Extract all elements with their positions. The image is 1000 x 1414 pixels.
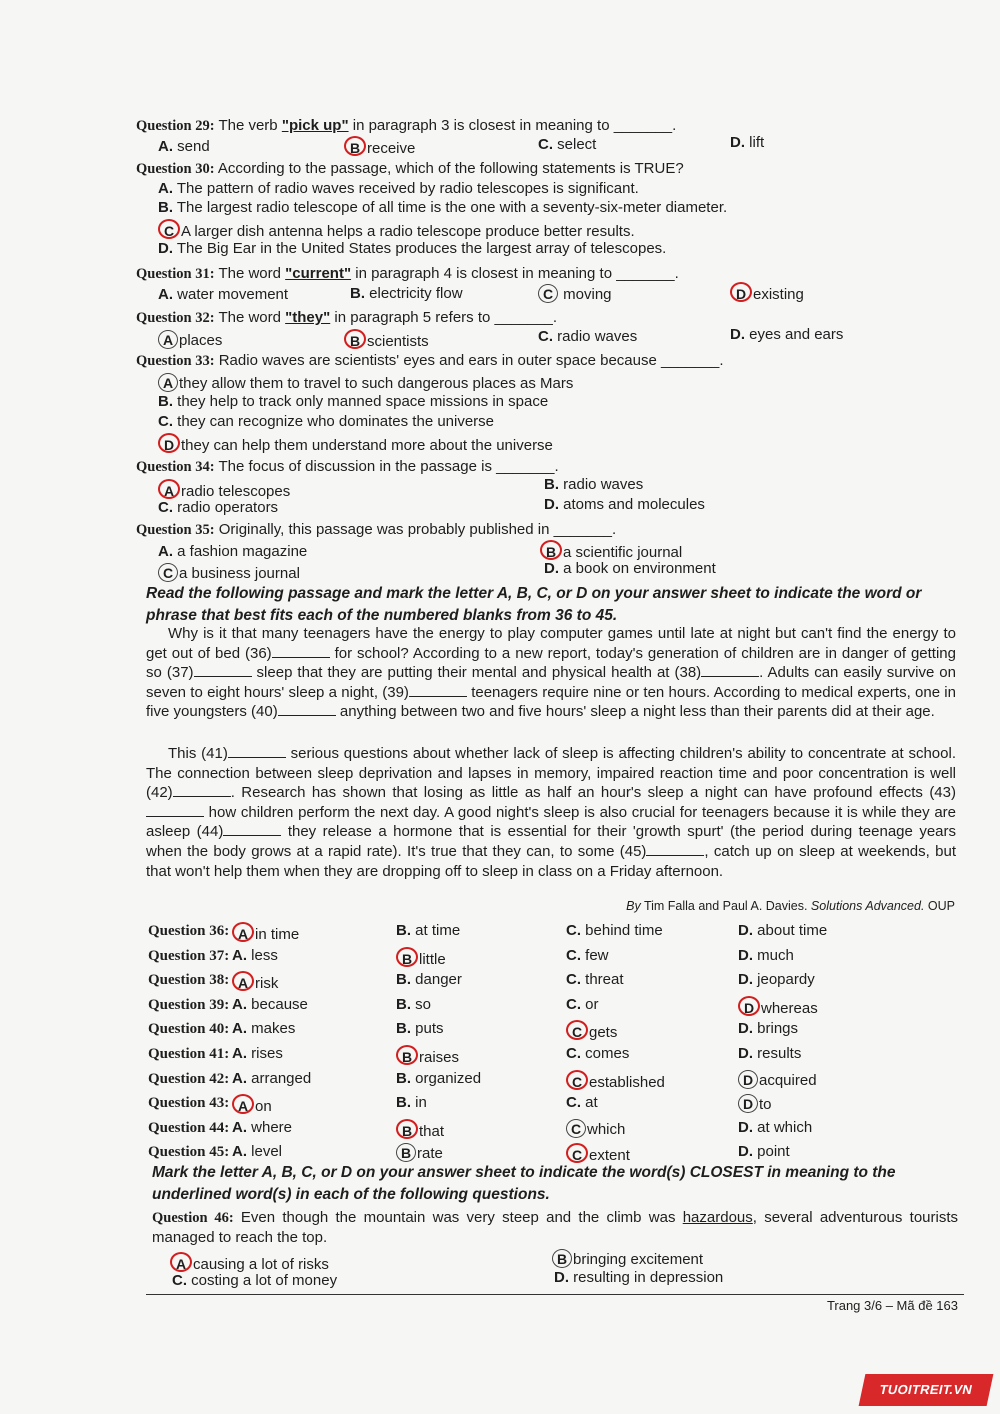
blank-line <box>223 823 281 836</box>
option-38-b[interactable] <box>396 971 462 988</box>
option-text: The pattern of radio waves received by radio telescopes is significant. <box>173 180 639 197</box>
option-text: where <box>247 1118 293 1136</box>
passage-text: sleep that they are putting their mental and physical health at (38) <box>251 664 702 682</box>
option-letter: D. <box>738 922 753 939</box>
question-q46 <box>152 1208 958 1248</box>
answer-mark-circle: D <box>730 282 752 302</box>
option-36-a[interactable] <box>232 922 299 943</box>
question-label: Question 41: <box>148 1046 230 1062</box>
option-39-c[interactable] <box>566 996 599 1013</box>
option-text: organized <box>411 1069 482 1087</box>
option-text: rises <box>247 1045 283 1062</box>
passage-text: serious questions about whether lack of sleep is affecting children's ability to concentrate at school. The connection between sleep deprivation and lapses in memory, impaired reaction time and poor concentration is well (42) <box>146 745 956 802</box>
option-letter: A. <box>232 1069 247 1087</box>
option-text: A larger dish antenna helps a radio telescope produce better results. <box>181 223 635 240</box>
option-34-b[interactable] <box>544 476 643 493</box>
underlined-word: "pick up" <box>281 117 349 134</box>
question-text: Even though the mountain was very steep and the climb was <box>240 1209 683 1226</box>
passage-p2 <box>146 744 956 881</box>
answer-mark-circle: D <box>738 996 760 1016</box>
option-text: causing a lot of risks <box>193 1256 329 1273</box>
question-label: Question 30: <box>136 161 215 177</box>
option-letter: C. <box>566 946 581 964</box>
question-label: Question 34: <box>136 459 215 475</box>
option-letter: D. <box>738 1045 753 1062</box>
option-46-d[interactable] <box>554 1269 723 1286</box>
option-31-c[interactable] <box>538 284 612 303</box>
option-text: less <box>247 946 278 964</box>
option-37-d[interactable] <box>738 947 794 964</box>
option-31-b[interactable] <box>350 285 463 302</box>
option-text: acquired <box>759 1071 817 1089</box>
option-text: brings <box>753 1020 799 1038</box>
option-letter: C. <box>172 1272 187 1289</box>
option-39-b[interactable] <box>396 996 431 1013</box>
question-label: Question 33: <box>136 353 215 369</box>
pen-mark-circle: C <box>158 563 178 582</box>
option-44-d[interactable] <box>738 1119 812 1136</box>
option-letter: C. <box>158 413 173 430</box>
option-text: danger <box>411 971 462 989</box>
option-text: resulting in depression <box>569 1269 724 1286</box>
question-q31 <box>136 265 956 283</box>
option-letter: D. <box>738 946 753 964</box>
question-label: Question 29: <box>136 118 215 134</box>
option-43-c[interactable] <box>566 1094 598 1111</box>
option-44-c[interactable] <box>566 1119 625 1138</box>
option-letter: A. <box>158 286 173 303</box>
option-35-b[interactable] <box>540 540 682 561</box>
option-text: rate <box>417 1145 443 1163</box>
option-letter: C. <box>566 971 581 989</box>
question-text: , several adventurous tourists managed to reach the top. <box>152 1209 959 1246</box>
passage-text: . Research has shown that losing as little as half an hour's sleep a night can have profound effects (43) <box>230 784 956 802</box>
option-letter: D. <box>730 134 745 151</box>
question-text: According to the passage, which of the following statements is TRUE? <box>217 160 684 177</box>
option-35-d[interactable] <box>544 560 716 577</box>
option-text: makes <box>247 1020 296 1038</box>
blank-line <box>173 784 231 797</box>
option-34-c[interactable] <box>158 499 278 516</box>
option-31-d[interactable] <box>730 282 804 303</box>
passage-text: . Adults can easily survive on seven to eight hours' sleep a night, (39) <box>146 664 956 701</box>
option-text: because <box>247 995 308 1013</box>
option-letter: D. <box>554 1269 569 1286</box>
option-37-a[interactable] <box>232 947 278 964</box>
option-letter: A. <box>232 995 247 1013</box>
answer-mark-circle: A <box>158 479 180 499</box>
option-letter: D. <box>738 1020 753 1038</box>
pen-mark-circle: C <box>566 1119 586 1138</box>
option-41-b[interactable] <box>396 1045 459 1066</box>
credit-by: By <box>626 899 641 913</box>
option-text: radio waves <box>559 476 644 493</box>
option-text: a business journal <box>179 565 300 582</box>
pen-mark-circle: B <box>552 1249 572 1268</box>
option-37-c[interactable] <box>566 947 609 964</box>
option-30-b[interactable] <box>158 199 727 216</box>
option-34-a[interactable] <box>158 479 290 500</box>
option-letter: C. <box>566 1094 581 1112</box>
option-letter: B. <box>396 1069 411 1087</box>
option-text: The largest radio telescope of all time is the one with a seventy-six-meter diameter. <box>173 199 728 216</box>
option-letter: C. <box>566 995 581 1013</box>
option-45-b[interactable] <box>396 1143 443 1162</box>
option-letter: A. <box>232 1045 247 1062</box>
credit-publisher: OUP <box>924 899 955 913</box>
option-text: risk <box>255 975 279 993</box>
option-text: few <box>581 946 609 964</box>
option-40-a[interactable] <box>232 1020 295 1037</box>
option-text: level <box>247 1143 283 1161</box>
option-text: point <box>753 1143 790 1161</box>
option-text: in <box>411 1094 427 1112</box>
option-text: puts <box>411 1020 444 1038</box>
question-q33 <box>136 352 956 370</box>
option-43-b[interactable] <box>396 1094 427 1111</box>
option-letter: A. <box>158 180 173 197</box>
question-label: Question 36: <box>148 923 230 939</box>
pen-mark-circle: C <box>538 284 558 303</box>
option-text: a scientific journal <box>563 544 683 561</box>
option-letter: D. <box>544 496 559 513</box>
option-text: radio operators <box>173 499 279 516</box>
question-label: Question 42: <box>148 1070 230 1087</box>
answer-mark-circle: C <box>566 1070 588 1090</box>
answer-mark-circle: C <box>566 1020 588 1040</box>
option-29-c[interactable] <box>538 136 596 153</box>
option-30-c[interactable] <box>158 219 635 240</box>
passage-p1 <box>146 624 956 722</box>
question-text: The verb <box>218 117 282 134</box>
option-letter: D. <box>544 560 559 577</box>
option-text: existing <box>753 286 804 303</box>
option-letter: A. <box>232 1118 247 1136</box>
question-text: Originally, this passage was probably published in _______. <box>218 521 617 538</box>
option-34-d[interactable] <box>544 496 705 513</box>
option-letter: A. <box>232 946 247 964</box>
question-label: Question 37: <box>148 947 230 964</box>
option-letter: B. <box>396 1020 411 1038</box>
option-text: costing a lot of money <box>187 1272 338 1289</box>
answer-mark-circle: B <box>344 329 366 349</box>
option-text: lift <box>745 134 765 151</box>
option-letter: D. <box>730 326 745 343</box>
option-text: or <box>581 995 599 1013</box>
answer-mark-circle: B <box>396 1119 418 1139</box>
option-29-d[interactable] <box>730 134 764 151</box>
option-43-a[interactable] <box>232 1094 272 1115</box>
option-text: water movement <box>173 286 289 303</box>
option-35-c[interactable] <box>158 563 300 582</box>
question-label: Question 44: <box>148 1119 230 1136</box>
option-text: little <box>419 950 446 968</box>
question-text: Radio waves are scientists' eyes and ears in outer space because _______. <box>218 352 724 369</box>
option-letter: A. <box>232 1143 247 1161</box>
answer-mark-circle: A <box>232 971 254 991</box>
option-text: on <box>255 1098 272 1116</box>
question-text: in paragraph 5 refers to _______. <box>330 309 558 326</box>
option-39-a[interactable] <box>232 996 308 1013</box>
option-33-a[interactable] <box>158 373 573 392</box>
option-letter: B. <box>158 199 173 216</box>
source-credit <box>626 899 955 913</box>
option-text: scientists <box>367 333 429 350</box>
answer-mark-circle: B <box>344 136 366 156</box>
underlined-word: "current" <box>285 265 352 282</box>
option-letter: B. <box>396 995 411 1013</box>
question-text: The focus of discussion in the passage is _______. <box>218 458 559 475</box>
option-38-a[interactable] <box>232 971 278 992</box>
option-text: electricity flow <box>365 285 463 302</box>
option-letter: C. <box>566 922 581 939</box>
option-letter: A. <box>232 1020 247 1038</box>
option-text: comes <box>581 1045 630 1062</box>
blank-line <box>409 684 467 697</box>
option-text: moving <box>559 286 612 303</box>
option-text: jeopardy <box>753 971 815 989</box>
option-text: established <box>589 1073 665 1091</box>
question-label: Question 38: <box>148 972 230 989</box>
option-42-d[interactable] <box>738 1070 817 1089</box>
option-38-d[interactable] <box>738 971 815 988</box>
option-text: in time <box>255 926 300 943</box>
answer-mark-circle: A <box>170 1252 192 1272</box>
option-letter: B. <box>396 922 411 939</box>
question-text: The word <box>218 265 286 282</box>
answer-mark-circle: A <box>232 922 254 942</box>
credit-authors: Tim Falla and Paul A. Davies. <box>640 899 811 913</box>
option-text: at <box>581 1094 598 1112</box>
pen-mark-circle: A <box>158 373 178 392</box>
blank-line <box>278 703 336 716</box>
question-label: Question 32: <box>136 310 215 326</box>
option-40-c[interactable] <box>566 1020 617 1041</box>
option-32-a[interactable] <box>158 330 222 349</box>
option-text: select <box>553 136 597 153</box>
option-text: whereas <box>761 999 818 1017</box>
option-30-d[interactable] <box>158 240 666 257</box>
pen-mark-circle: D <box>738 1094 758 1113</box>
option-letter: B. <box>544 476 559 493</box>
option-text: that <box>419 1122 445 1140</box>
answer-mark-circle: D <box>158 433 180 453</box>
option-45-a[interactable] <box>232 1143 282 1160</box>
option-text: they can help them understand more about the universe <box>181 437 553 454</box>
option-38-c[interactable] <box>566 971 624 988</box>
question-label: Question 35: <box>136 522 215 538</box>
option-letter: B. <box>396 1094 411 1112</box>
passage-text: they release a hormone that is essential for their 'growth spurt' (the period during teenage years when the body grows at a rapid rate). It's true that they can, to some (45) <box>146 823 957 860</box>
passage-text: , catch up on sleep at weekends, but that won't help them when they are dropping off to sleep in class on a Friday afternoon. <box>146 842 956 880</box>
option-text: behind time <box>581 922 663 939</box>
option-letter: D. <box>738 971 753 989</box>
pen-mark-circle: A <box>158 330 178 349</box>
option-text: they help to track only manned space missions in space <box>173 393 549 410</box>
option-text: raises <box>419 1049 460 1066</box>
blank-line <box>701 664 759 677</box>
option-letter: D. <box>738 1143 753 1161</box>
passage-text: This (41) <box>168 745 228 762</box>
blank-line <box>146 804 204 817</box>
instruction-36-45: Read the following passage and mark the letter A, B, C, or D on your answer sheet to indicate the word or phrase that best fits each of the numbered blanks from 36 to 45. <box>146 585 922 624</box>
question-label: Question 43: <box>148 1095 230 1112</box>
option-46-b[interactable] <box>552 1249 703 1268</box>
question-q32 <box>136 309 956 327</box>
question-q35 <box>136 521 956 539</box>
option-text: atoms and molecules <box>559 496 705 513</box>
option-43-d[interactable] <box>738 1094 772 1113</box>
option-letter: D. <box>738 1118 753 1136</box>
option-letter: C. <box>538 328 553 345</box>
option-text: they allow them to travel to such dangerous places as Mars <box>179 375 574 392</box>
question-label: Question 40: <box>148 1021 230 1038</box>
option-32-d[interactable] <box>730 326 843 343</box>
option-41-c[interactable] <box>566 1045 629 1062</box>
pen-mark-circle: B <box>396 1143 416 1162</box>
option-text: threat <box>581 971 624 989</box>
question-text: in paragraph 3 is closest in meaning to _______. <box>348 117 677 134</box>
option-text: a fashion magazine <box>173 543 308 560</box>
option-46-c[interactable] <box>172 1272 337 1289</box>
option-40-d[interactable] <box>738 1020 798 1037</box>
option-text: receive <box>367 140 416 157</box>
option-text: bringing excitement <box>573 1251 704 1268</box>
answer-mark-circle: A <box>232 1094 254 1114</box>
answer-mark-circle: B <box>396 1045 418 1065</box>
option-41-a[interactable] <box>232 1045 283 1062</box>
option-36-c[interactable] <box>566 922 663 939</box>
option-33-d[interactable] <box>158 433 553 454</box>
option-40-b[interactable] <box>396 1020 444 1037</box>
question-label: Question 39: <box>148 996 230 1013</box>
option-35-a[interactable] <box>158 543 307 560</box>
credit-book: Solutions Advanced. <box>810 899 925 913</box>
passage-text: for school? According to a new report, today's generation of children are in danger of getting so (37) <box>146 644 956 682</box>
option-text: they can recognize who dominates the universe <box>173 413 495 430</box>
option-39-d[interactable] <box>738 996 818 1017</box>
option-letter: C. <box>566 1045 581 1062</box>
site-logo: TUOITREIT.VN <box>859 1374 994 1406</box>
underlined-word: hazardous <box>682 1209 753 1226</box>
option-text: to <box>759 1096 772 1114</box>
option-29-b[interactable] <box>344 136 415 157</box>
pen-mark-circle: D <box>738 1070 758 1089</box>
blank-line <box>194 664 252 677</box>
option-text: extent <box>589 1147 630 1165</box>
option-42-a[interactable] <box>232 1070 311 1087</box>
option-text: much <box>753 946 794 964</box>
option-letter: B. <box>158 393 173 410</box>
answer-mark-circle: B <box>396 947 418 967</box>
option-text: arranged <box>247 1069 312 1087</box>
option-32-b[interactable] <box>344 329 429 350</box>
option-text: about time <box>753 922 828 939</box>
page-footer: Trang 3/6 – Mã đề 163 <box>826 1298 958 1313</box>
option-29-a[interactable] <box>158 138 210 155</box>
option-letter: B. <box>350 285 365 302</box>
option-text: places <box>179 332 223 349</box>
question-label: Question 46: <box>152 1210 234 1226</box>
option-text: radio telescopes <box>181 483 291 500</box>
passage-text: teenagers require nine or ten hours. According to medical experts, one in five youngsters (40) <box>146 683 956 721</box>
option-text: so <box>411 995 432 1013</box>
option-letter: C. <box>158 499 173 516</box>
option-36-d[interactable] <box>738 922 827 939</box>
option-text: radio waves <box>553 328 638 345</box>
option-33-c[interactable] <box>158 413 494 430</box>
option-44-b[interactable] <box>396 1119 444 1140</box>
option-33-b[interactable] <box>158 393 548 410</box>
option-31-a[interactable] <box>158 286 288 303</box>
option-42-c[interactable] <box>566 1070 665 1091</box>
option-text: send <box>173 138 210 155</box>
option-36-b[interactable] <box>396 922 460 939</box>
option-text: which <box>587 1120 626 1138</box>
underlined-word: "they" <box>285 309 331 326</box>
option-text: at time <box>411 922 461 939</box>
question-text: The word <box>218 309 286 326</box>
question-text: in paragraph 4 is closest in meaning to _______. <box>351 265 679 282</box>
passage-text: how children perform the next day. A good night's sleep is also crucial for teenagers because it is while they are asleep (44) <box>146 803 956 841</box>
answer-mark-circle: C <box>566 1143 588 1163</box>
option-30-a[interactable] <box>158 180 639 197</box>
question-label: Question 45: <box>148 1144 230 1161</box>
question-q34 <box>136 458 956 476</box>
option-letter: A. <box>158 138 173 155</box>
option-letter: C. <box>538 136 553 153</box>
option-46-a[interactable] <box>170 1252 329 1273</box>
option-45-d[interactable] <box>738 1143 790 1160</box>
blank-line <box>228 745 286 758</box>
option-text: gets <box>589 1024 618 1042</box>
option-letter: D. <box>158 240 173 257</box>
option-text: a book on environment <box>559 560 716 577</box>
answer-mark-circle: B <box>540 540 562 560</box>
option-32-c[interactable] <box>538 328 637 345</box>
option-44-a[interactable] <box>232 1119 292 1136</box>
option-text: results <box>753 1045 802 1062</box>
passage-text: Why is it that many teenagers have the energy to play computer games until late at night but can't find the energy to get out of bed (36) <box>146 625 956 662</box>
option-letter: A. <box>158 543 173 560</box>
option-text: at which <box>753 1118 813 1136</box>
blank-line <box>272 645 330 658</box>
option-37-b[interactable] <box>396 947 446 968</box>
option-letter: B. <box>396 971 411 989</box>
option-42-b[interactable] <box>396 1070 481 1087</box>
question-label: Question 31: <box>136 266 215 282</box>
option-text: The Big Ear in the United States produces the largest array of telescopes. <box>173 240 667 257</box>
option-41-d[interactable] <box>738 1045 801 1062</box>
question-q29 <box>136 117 956 135</box>
answer-mark-circle: C <box>158 219 180 239</box>
instruction-46: Mark the letter A, B, C, or D on your answer sheet to indicate the word(s) CLOSEST in meaning to the underlined word(s) in each of the following questions. <box>152 1164 896 1203</box>
option-text: eyes and ears <box>745 326 844 343</box>
blank-line <box>646 843 704 856</box>
passage-text: anything between two and five hours' sleep a night less than their parents did at their age. <box>335 703 935 721</box>
footer-rule <box>146 1294 964 1295</box>
question-q30 <box>136 160 956 178</box>
